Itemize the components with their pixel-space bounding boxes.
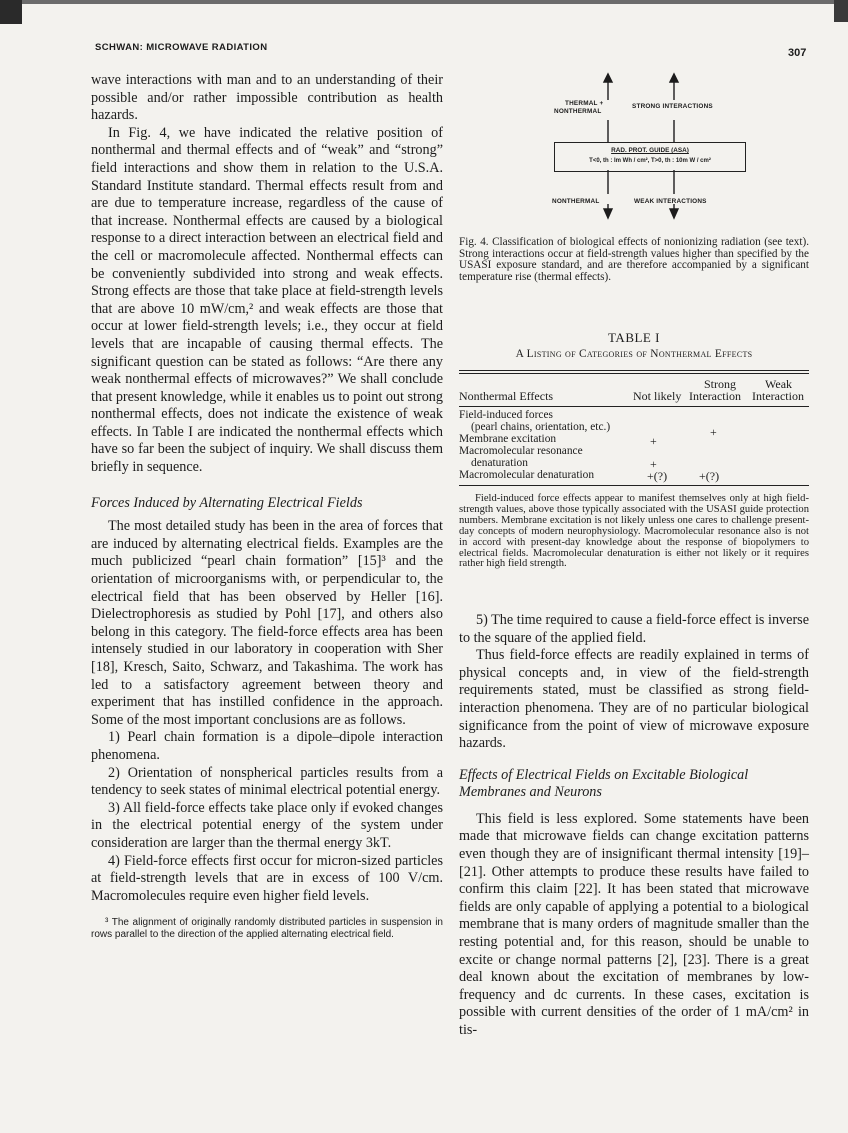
left-column (91, 72, 443, 940)
arrowhead (604, 74, 612, 82)
table-note: Field-induced force effects appear to manifest themselves only at high field-strength values, above those typically associated with the USASI guide protection numbers. Membrane excitation is not likely unless one cares to challenge present-day concepts of modern neurophysiology. Macromolecular resonance also is not in accord with present-day knowledge about the response of biopolymers to electrical fields. Macromolecular denaturation is either not likely or it requires rather high field strength. (459, 493, 809, 570)
table-cell-not-likely: +(?) (647, 469, 668, 483)
table-subtitle: A Listing of Categories of Nonthermal Effects (515, 348, 753, 360)
table-row: (pearl chains, orientation, etc.) (471, 421, 611, 433)
table-rule (459, 406, 809, 407)
box-body: T<0, th : Im Wh / cm², T>0, th : 10m W / cm² (589, 158, 711, 164)
right-column (459, 612, 809, 1039)
col-header-strong: Interaction (689, 389, 741, 403)
box-title: RAD. PROT. GUIDE (ASA) (611, 147, 689, 154)
binding-mark (0, 0, 22, 24)
table-cell-not-likely: + (650, 434, 657, 448)
paragraph: This field is less explored. Some statements have been made that microwave fields can change excitation patterns even though they are of insignificant thermal intensity [19]–[21]. Other attempts to produce these results have failed to confirm this claim [22]. It has been stated that microwave fields are only capable of applying a potential to a biological membrane that is many orders of magnitude smaller than the resting potential and, for this reason, should be unable to excite or change normal patterns [2], [23]. There is a great deal known about the excitation of membranes by low-frequency and dc currents. In these cases, excitation is possible with current densities of the order of 1 mA/cm² in tis- (459, 810, 809, 1038)
table-cell-not-likely: + (650, 457, 657, 471)
table-rule (459, 485, 809, 486)
label-nonthermal-top: NONTHERMAL (554, 108, 602, 115)
label-thermal: THERMAL + (565, 100, 604, 107)
table-cell-strong: +(?) (699, 469, 720, 483)
list-item: 2) Orientation of nonspherical particles results from a tendency to seek states of minimal electrical potential energy. (91, 764, 443, 799)
list-item: 3) All field-force effects take place only if evoked changes in the electrical potential energy of the system under consideration are larger than the thermal energy 3kT. (91, 799, 443, 851)
list-item: 5) The time required to cause a field-force effect is inverse to the square of the applied field. (459, 612, 809, 646)
table-row: denaturation (471, 457, 528, 469)
col-header-effects: Nonthermal Effects (459, 389, 554, 403)
figure-4-diagram (548, 72, 748, 220)
arrowhead (604, 209, 612, 218)
arrowhead (670, 209, 678, 218)
footnote: ³ The alignment of originally randomly distributed particles in suspension in rows parallel to the direction of the applied alternating electrical field. (91, 917, 443, 940)
section-heading: Effects of Electrical Fields on Excitable Biological Membranes and Neurons (459, 766, 749, 800)
table-title: TABLE I (608, 330, 660, 345)
label-weak-interactions: WEAK INTERACTIONS (634, 198, 707, 205)
section-heading: Forces Induced by Alternating Electrical Fields (91, 494, 363, 511)
label-nonthermal-bottom: NONTHERMAL (552, 198, 600, 205)
table-rule (459, 370, 809, 371)
col-header-strong: Strong (704, 377, 737, 391)
binding-mark (834, 0, 848, 22)
col-header-not-likely: Not likely (633, 389, 682, 403)
arrowhead (670, 74, 678, 82)
table-cell-strong: + (710, 425, 717, 439)
paragraph: In Fig. 4, we have indicated the relative position of nonthermal and thermal effects and of “weak” and “strong” field interactions and show them in relation to the U.S.A. Standard Institute standard. Thermal effects result from and are due to temperature increase, regardless of the cause of that increase. Nonthermal effects are caused by a biological response to a direct interaction between an electrical field and the cell or macromolecule affected. Nonthermal effects can be conveniently subdivided into strong and weak effects. Strong effects are those that take place at field-strength levels that are above 10 mW/cm,² and weak effects are those that occur at lower field-strength levels; i.e., they occur at field levels that are incapable of causing thermal effects. The significant question can be stated as follows: “Are there any weak nonthermal effects of microwaves?” We shall conclude that present knowledge, while it enables us to point out strong nonthermal effects, does not indicate the existence of weak effects. In Table I are indicated the nonthermal effects which have so far been the subject of inquiry. We shall discuss them briefly in sequence. (91, 124, 443, 476)
label-strong-interactions: STRONG INTERACTIONS (632, 103, 713, 110)
list-item: 1) Pearl chain formation is a dipole–dipole interaction phenomena. (91, 729, 443, 763)
paragraph: wave interactions with man and to an understanding of their possible and/or rather impossible contribution as health hazards. (91, 72, 443, 124)
col-header-weak: Weak (765, 377, 793, 391)
figure-caption: Fig. 4. Classification of biological effects of nonionizing radiation (see text). Strong interactions occur at field-strength values higher than specified by the USASI exposure standard, and are therefore accompanied by a significant temperature rise (thermal effects). (459, 236, 809, 283)
col-header-weak: Interaction (752, 389, 804, 403)
paragraph: Thus field-force effects are readily explained in terms of physical concepts and, in view of the field-strength requirements stated, must be classified as strong field-interaction phenomena. They are of no particular biological significance from the point of view of microwave exposure hazards. (459, 647, 809, 752)
table-rule (459, 373, 809, 374)
page-number: 307 (788, 47, 807, 59)
table-row: Field-induced forces (459, 409, 553, 421)
list-item: 4) Field-force effects first occur for micron-sized particles at field-strength levels that are in excess of 100 V/cm. Macromolecules require even higher field levels. (91, 852, 443, 904)
table-row: Membrane excitation (459, 433, 557, 445)
running-head: SCHWAN: MICROWAVE RADIATION (95, 42, 268, 53)
paragraph: The most detailed study has been in the area of forces that are induced by alternating electrical fields. Examples are the much publicized “pearl chain formation” [15]³ and the orientation of microorganisms with, or perpendicular to, the electrical field that has been observed by Heller [16]. Dielectrophoresis as studied by Pohl [17], and others also belong in this category. The field-force effects area has been intensely studied in our laboratory in cooperation with Sher [18], Kresch, Saito, Schwarz, and Takashima. The work has led to a satisfactory agreement between theory and experiment that has instilled confidence in the approach. Some of the most important conclusions are as follows. (91, 518, 443, 728)
page-edge (0, 0, 848, 4)
table-row: Macromolecular denaturation (459, 469, 595, 481)
rad-prot-guide-box (554, 142, 746, 172)
table-row: Macromolecular resonance (459, 445, 583, 457)
